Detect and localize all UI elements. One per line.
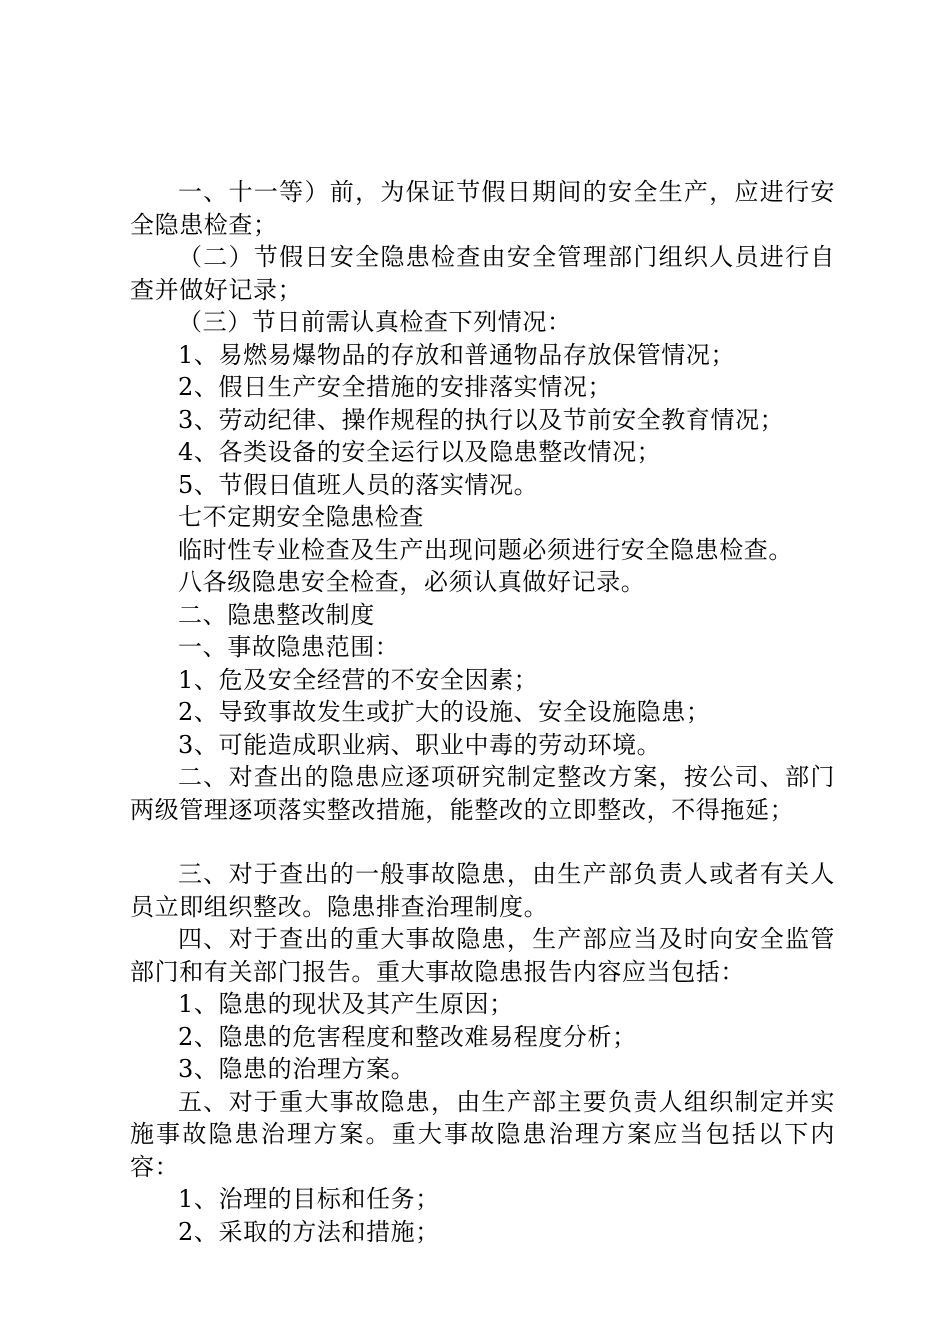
section-heading-rectification: 二、隐患整改制度 — [178, 600, 375, 629]
list-item: 2、导致事故发生或扩大的设施、安全设施隐患； — [178, 698, 711, 726]
list-item: 1、危及安全经营的不安全因素； — [178, 665, 539, 694]
subsection-heading-hazard-scope: 一、事故隐患范围： — [178, 633, 400, 661]
list-item: 4、各类设备的安全运行以及隐患整改情况； — [178, 438, 662, 466]
paragraph-check-items-heading: （三）节日前需认真检查下列情况： — [178, 308, 572, 336]
paragraph-self-check: （二）节假日安全隐患检查由安全管理部门组织人员进行自查并做好记录； — [130, 243, 835, 304]
list-item: 1、隐患的现状及其产生原因； — [178, 990, 514, 1018]
list-item: 3、可能造成职业病、职业中毒的劳动环境。 — [178, 730, 662, 759]
paragraph-general-hazard: 三、对于查出的一般事故隐患，由生产部负责人或者有关人员立即组织整改。隐患排查治理制度。 — [130, 860, 835, 921]
list-item: 3、隐患的治理方案。 — [178, 1055, 416, 1083]
list-item: 2、假日生产安全措施的安排落实情况； — [178, 373, 613, 401]
list-item: 2、隐患的危害程度和整改难易程度分析； — [178, 1022, 637, 1051]
section-heading-records: 八各级隐患安全检查，必须认真做好记录。 — [178, 568, 646, 596]
list-item: 3、劳动纪律、操作规程的执行以及节前安全教育情况； — [178, 405, 785, 434]
paragraph-holiday-check: 一、十一等）前，为保证节假日期间的安全生产，应进行安全隐患检查； — [130, 178, 835, 239]
section-heading-irregular-check: 七不定期安全隐患检查 — [178, 503, 424, 531]
list-item: 2、采取的方法和措施； — [178, 1217, 440, 1246]
document-body — [130, 176, 835, 1248]
list-item: 5、节假日值班人员的落实情况。 — [178, 470, 539, 499]
paragraph-temporary-check: 临时性专业检查及生产出现问题必须进行安全隐患检查。 — [178, 535, 793, 564]
paragraph-major-hazard-plan: 五、对于重大事故隐患，由生产部主要负责人组织制定并实施事故隐患治理方案。重大事故隐患治理方案应当包括以下内容： — [130, 1087, 835, 1181]
list-item: 1、易燃易爆物品的存放和普通物品存放保管情况； — [178, 340, 736, 369]
paragraph-rectification-plan: 二、对查出的隐患应逐项研究制定整改方案，按公司、部门两级管理逐项落实整改措施，能整改的立即整改，不得拖延； — [130, 763, 835, 824]
paragraph-gap — [130, 826, 835, 858]
paragraph-major-hazard-report: 四、对于查出的重大事故隐患，生产部应当及时向安全监管部门和有关部门报告。重大事故隐患报告内容应当包括： — [130, 925, 835, 986]
list-item: 1、治理的目标和任务； — [178, 1185, 440, 1213]
